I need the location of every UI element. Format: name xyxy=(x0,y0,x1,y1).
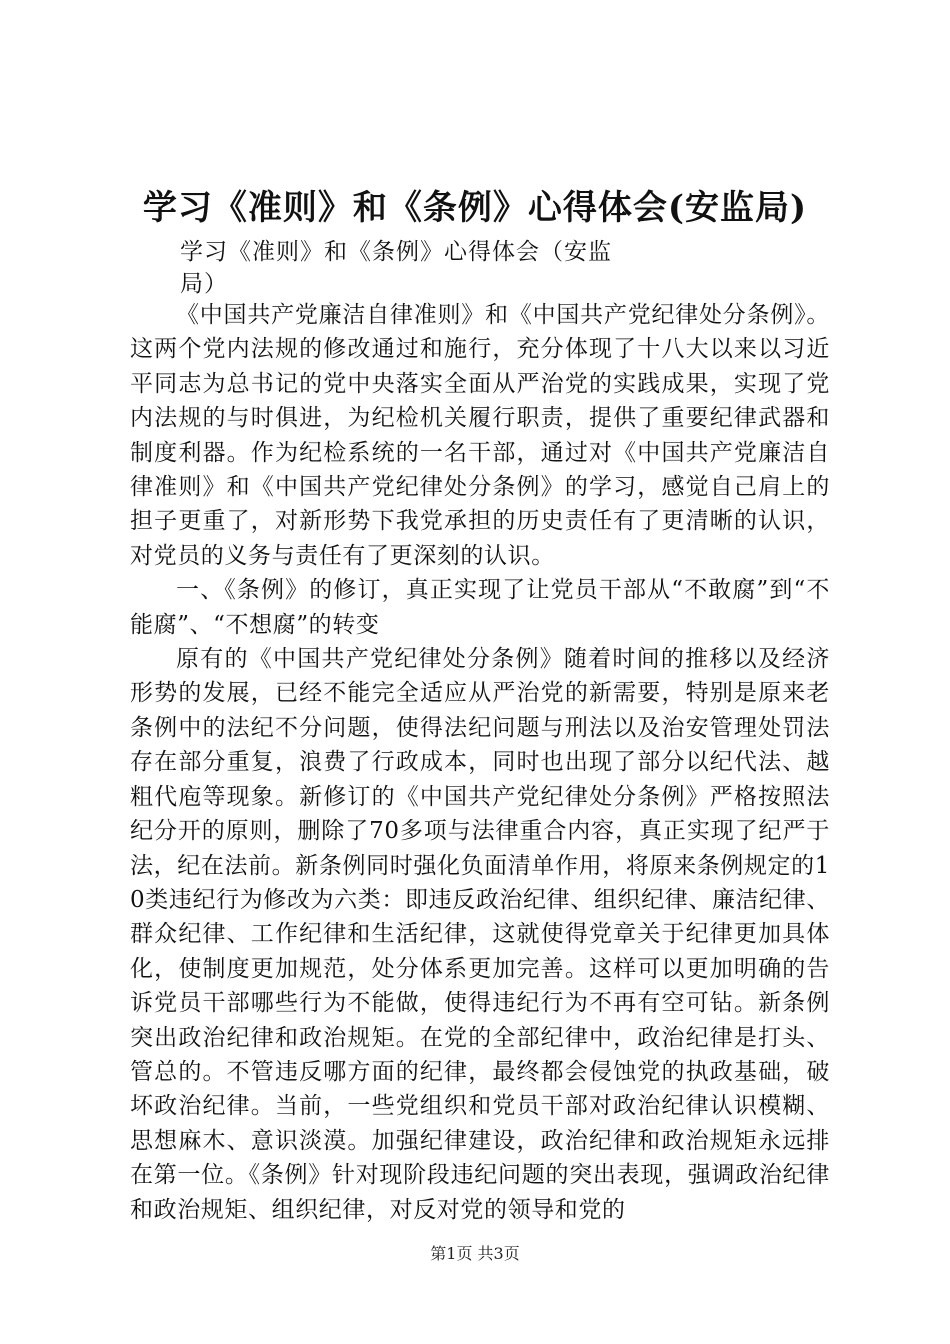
paragraph-intro: 《中国共产党廉洁自律准则》和《中国共产党纪律处分条例》。这两个党内法规的修改通过和施行，充分体现了十八大以来以习近平同志为总书记的党中央落实全面从严治党的实践成果，实现了党内法规的与时俱进，为纪检机关履行职责，提供了重要纪律武器和制度利器。作为纪检系统的一名干部，通过对《中国共产党廉洁自律准则》和《中国共产党纪律处分条例》的学习，感觉自己肩上的担子更重了，对新形势下我党承担的历史责任有了更清晰的认识，对党员的义务与责任有了更深刻的认识。 xyxy=(130,302,830,569)
document-body xyxy=(130,298,830,1227)
page-number-footer: 第1页 共3页 xyxy=(430,1244,520,1263)
paragraph-section-one: 原有的《中国共产党纪律处分条例》随着时间的推移以及经济形势的发展，已经不能完全适应从严治党的新需要，特别是原来老条例中的法纪不分问题，使得法纪问题与刑法以及治安管理处罚法存在部分重复，浪费了行政成本，同时也出现了部分以纪代法、越粗代庖等现象。新修订的《中国共产党纪律处分条例》严格按照法纪分开的原则，删除了70多项与法律重合内容，真正实现了纪严于法，纪在法前。新条例同时强化负面清单作用，将原来条例规定的10类违纪行为修改为六类：即违反政治纪律、组织纪律、廉洁纪律、群众纪律、工作纪律和生活纪律，这就使得党章关于纪律更加具体化，使制度更加规范，处分体系更加完善。这样可以更加明确的告诉党员干部哪些行为不能做，使得违纪行为不再有空可钻。新条例突出政治纪律和政治规矩。在党的全部纪律中，政治纪律是打头、管总的。不管违反哪方面的纪律，最终都会侵蚀党的执政基础，破坏政治纪律。当前，一些党组织和党员干部对政治纪律认识模糊、思想麻木、意识淡漠。加强纪律建设，政治纪律和政治规矩永远排在第一位。《条例》针对现阶段违纪问题的突出表现，强调政治纪律和政治规矩、组织纪律，对反对党的领导和党的 xyxy=(130,646,830,1223)
document-title: 学习《准则》和《条例》心得体会(安监局) xyxy=(142,188,808,228)
document-subtitle: 学习《准则》和《条例》心得体会（安监局） xyxy=(180,239,612,297)
section-heading-one: 一、《条例》的修订，真正实现了让党员干部从“不敢腐”到“不能腐”、“不想腐”的转变 xyxy=(130,577,830,638)
